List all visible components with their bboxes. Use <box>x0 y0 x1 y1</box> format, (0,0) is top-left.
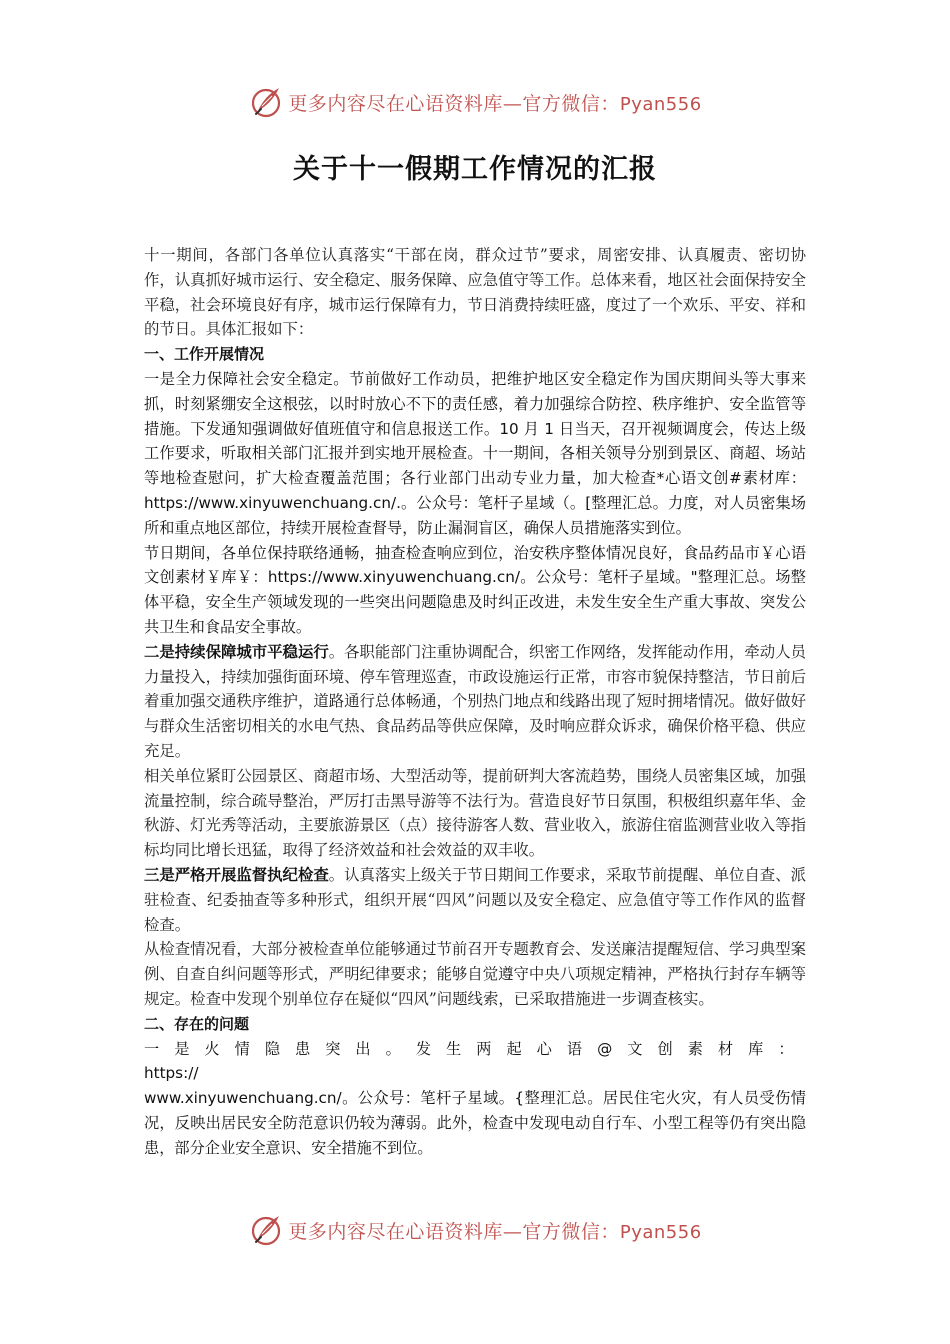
banner-text <box>288 1217 701 1244</box>
paragraph-city-operation <box>144 640 806 764</box>
quill-pen-logo-icon <box>248 1212 284 1248</box>
paragraph-inspection-results: 从检查情况看，大部分被检查单位能够通过节前召开专题教育会、发送廉洁提醒短信、学习典型案例、自查自纠问题等形式，严明纪律要求；能够自觉遵守中央八项规定精神，严格执行封存车辆等规定。检查中发现个别单位存在疑似“四风”问题线索，已采取措施进一步调查核实。 <box>144 940 806 1008</box>
banner-slogan: 更多内容尽在心语资料库—官方微信： <box>288 1220 620 1243</box>
section-heading-work: 一、工作开展情况 <box>144 345 265 364</box>
section-heading-problems: 二、存在的问题 <box>144 1014 250 1033</box>
paragraph-lead-city: 二是持续保障城市平稳运行 <box>144 642 329 661</box>
paragraph-body-city: 。各职能部门注重协调配合，织密工作网络，发挥能动作用，牵动人员力量投入，持续加强街面环境、停车管理巡查，市政设施运行正常，市容市貌保持整洁，节日前后着重加强交通秩序维护，道路通行总体畅通，个别热门地点和线路出现了短时拥堵情况。做好做好与群众生活密切相关的水电气热、食品药品等供应保障，及时响应群众诉求，确保价格平稳、供应充足。 <box>144 642 806 760</box>
banner-slogan: 更多内容尽在心语资料库—官方微信： <box>288 92 620 115</box>
document-title: 关于十一假期工作情况的汇报 <box>293 154 657 185</box>
paragraph-fire-hazard <box>144 1037 806 1161</box>
paragraph-fire-url: https:// <box>144 1064 199 1083</box>
paragraph-body-supervision: 。认真落实上级关于节日期间工作要求，采取节前提醒、单位自查、派驻检查、纪委抽查等多种形式，组织开展“四风”问题以及安全稳定、应急值守等工作作风的监督检查。 <box>144 865 806 934</box>
intro-paragraph: 十一期间，各部门各单位认真落实“干部在岗，群众过节”要求，周密安排、认真履责、密切协作，认真抓好城市运行、安全稳定、服务保障、应急值守等工作。总体来看，地区社会面保持安全平稳，社会环境良好有序，城市运行保障有力，节日消费持续旺盛，度过了一个欢乐、平安、祥和的节日。具体汇报如下： <box>144 246 806 339</box>
paragraph-holiday-contact: 节日期间，各单位保持联络通畅，抽查检查响应到位，治安秩序整体情况良好，食品药品市￥心语文创素材￥库￥：https://www.xinyuwenchuang.cn/。公众号：笔杆子星域。"整理汇总。场整体平稳，安全生产领域发现的一些突出问题隐患及时纠正改进，未发生安全生产重大事故、突发公共卫生和食品安全事故。 <box>144 543 806 636</box>
paragraph-fire-lead: 一是火情隐患突出。发生两起心语@文创素材库： <box>144 1039 806 1058</box>
quill-pen-logo-icon <box>248 84 284 120</box>
footer-watermark-banner <box>0 1208 950 1252</box>
banner-wechat-id: Pyan556 <box>619 93 702 115</box>
header-watermark-banner <box>0 80 950 124</box>
document-body <box>144 243 806 1160</box>
banner-wechat-id: Pyan556 <box>619 1221 702 1243</box>
paragraph-safety: 一是全力保障社会安全稳定。节前做好工作动员，把维护地区安全稳定作为国庆期间头等大事来抓，时刻紧绷安全这根弦，以时时放心不下的责任感，着力加强综合防控、秩序维护、安全监管等措施。下发通知强调做好值班值守和信息报送工作。10 月 1 日当天，召开视频调度会，传达上级工作要求，听取相关部门汇报并到实地开展检查。十一期间，各相关领导分别到景区、商超、场站等地检查慰问，扩大检查覆盖范围；各行业部门出动专业力量，加大检查*心语文创#素材库：https://www.xinyuwenchuang.cn/.。公众号：笔杆子星域（。[整理汇总。力度，对人员密集场所和重点地区部位，持续开展检查督导，防止漏洞盲区，确保人员措施落实到位。 <box>144 369 806 537</box>
paragraph-fire-body: www.xinyuwenchuang.cn/。公众号：笔杆子星域。{整理汇总。居民住宅火灾，有人员受伤情况，反映出居民安全防范意识仍较为薄弱。此外，检查中发现电动自行车、小型工程等仍有突出隐患，部分企业安全意识、安全措施不到位。 <box>144 1089 806 1157</box>
paragraph-supervision <box>144 863 806 937</box>
paragraph-lead-supervision: 三是严格开展监督执纪检查 <box>144 865 329 884</box>
paragraph-scenic-areas: 相关单位紧盯公园景区、商超市场、大型活动等，提前研判大客流趋势，围绕人员密集区域，加强流量控制，综合疏导整治，严厉打击黑导游等不法行为。营造良好节日氛围，积极组织嘉年华、金秋游、灯光秀等活动，主要旅游景区（点）接待游客人数、营业收入，旅游住宿监测营业收入等指标均同比增长迅猛，取得了经济效益和社会效益的双丰收。 <box>144 766 806 860</box>
banner-text <box>288 89 701 116</box>
